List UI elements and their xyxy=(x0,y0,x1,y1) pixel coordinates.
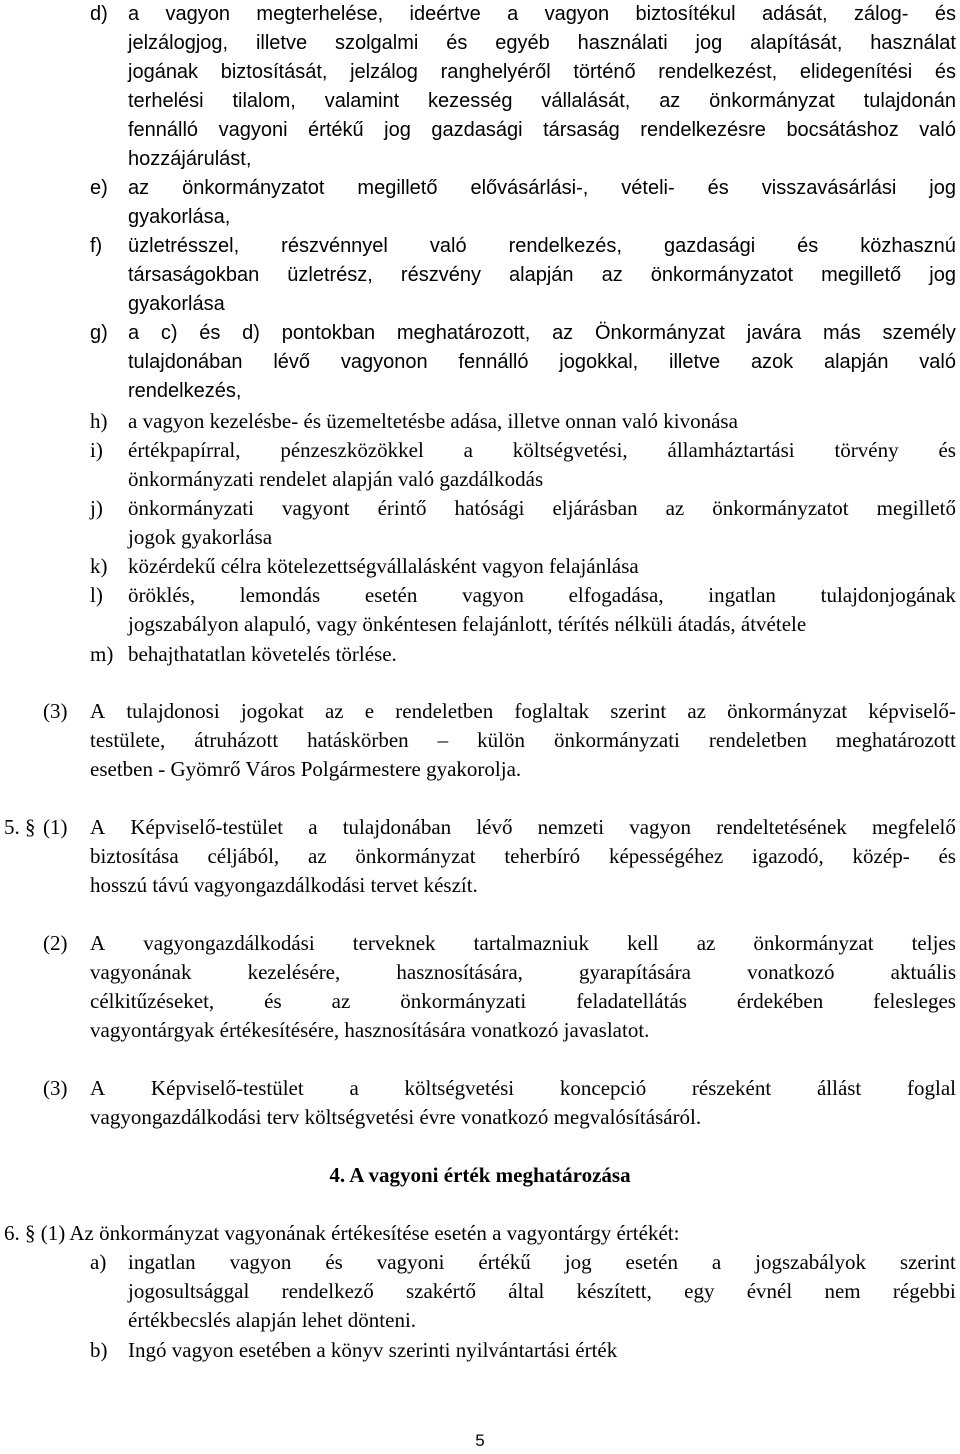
section-intro: 6. § (1) Az önkormányzat vagyonának értékesítése esetén a vagyontárgy értékét: xyxy=(4,1221,680,1245)
item-line: öröklés, lemondás esetén vagyon elfogadása, ingatlan tulajdonjogának xyxy=(128,583,956,607)
paragraph-line: testülete, átruházott hatáskörben – külön önkormányzati rendeletben meghatározott xyxy=(90,728,956,752)
item-label: g) xyxy=(90,322,108,344)
item-label: l) xyxy=(90,583,103,607)
item-line: jogosultsággal rendelkező szakértő által készített, egy évnél nem régebbi xyxy=(128,1279,956,1303)
paragraph-line: vagyongazdálkodási terv költségvetési évre vonatkozó megvalósításáról. xyxy=(90,1105,702,1129)
item-label: k) xyxy=(90,554,108,578)
item-label: h) xyxy=(90,409,108,433)
paragraph-label: (2) xyxy=(43,931,68,955)
paragraph-line: vagyonának kezelésére, hasznosítására, gyarapítására vonatkozó aktuális xyxy=(90,960,956,984)
item-line: értékbecslés alapján lehet dönteni. xyxy=(128,1308,417,1332)
item-line: behajthatatlan követelés törlése. xyxy=(128,642,397,666)
section-number: 5. § xyxy=(4,815,36,839)
item-line: jogszabályon alapuló, vagy önkéntesen felajánlott, térítés nélküli átadás, átvétele xyxy=(128,612,807,636)
item-label: j) xyxy=(90,496,103,520)
paragraph-label: (3) xyxy=(43,1076,68,1100)
item-line: tulajdonában lévő vagyonon fennálló jogokkal, illetve azok alapján való xyxy=(128,351,956,373)
item-label: e) xyxy=(90,177,108,199)
item-line: gyakorlása, xyxy=(128,206,231,228)
item-line: rendelkezés, xyxy=(128,380,242,402)
item-line: terhelési tilalom, valamint kezesség vállalását, az önkormányzat tulajdonán xyxy=(128,90,956,112)
item-label: d) xyxy=(90,3,108,25)
paragraph-line: A Képviselő-testület a költségvetési koncepció részeként állást foglal xyxy=(90,1076,956,1100)
paragraph-line: A tulajdonosi jogokat az e rendeletben foglaltak szerint az önkormányzat képviselő- xyxy=(90,699,956,723)
item-line: jelzálogjog, illetve szolgalmi és egyéb használati jog alapítását, használat xyxy=(128,32,956,54)
item-line: önkormányzati rendelet alapján való gazdálkodás xyxy=(128,467,544,491)
item-label: i) xyxy=(90,438,103,462)
item-label: b) xyxy=(90,1338,108,1362)
item-line: a c) és d) pontokban meghatározott, az Önkormányzat javára más személy xyxy=(128,322,956,344)
item-line: gyakorlása xyxy=(128,293,225,315)
item-line: a vagyon kezelésbe- és üzemeltetésbe adása, illetve onnan való kivonása xyxy=(128,409,738,433)
item-line: fennálló vagyoni értékű jog gazdasági társaság rendelkezésre bocsátáshoz való xyxy=(128,119,956,141)
paragraph-line: biztosítása céljából, az önkormányzat teherbíró képességéhez igazodó, közép- és xyxy=(90,844,956,868)
paragraph-line: A vagyongazdálkodási terveknek tartalmazniuk kell az önkormányzat teljes xyxy=(90,931,956,955)
item-line: jogának biztosítását, jelzálog ranghelyéről történő rendelkezést, elidegenítési és xyxy=(128,61,956,83)
paragraph-label: (1) xyxy=(43,815,68,839)
item-line: társaságokban üzletrész, részvény alapján az önkormányzatot megillető jog xyxy=(128,264,956,286)
page-number: 5 xyxy=(475,1431,485,1450)
item-line: üzletrésszel, részvénnyel való rendelkezés, gazdasági és közhasznú xyxy=(128,235,956,257)
item-line: Ingó vagyon esetében a könyv szerinti nyilvántartási érték xyxy=(128,1338,618,1362)
item-line: a vagyon megterhelése, ideértve a vagyon biztosítékul adását, zálog- és xyxy=(128,3,956,25)
paragraph-line: célkitűzéseket, és az önkormányzati feladatellátás érdekében felesleges xyxy=(90,989,956,1013)
paragraph-line: hosszú távú vagyongazdálkodási tervet készít. xyxy=(90,873,478,897)
paragraph-line: A Képviselő-testület a tulajdonában lévő nemzeti vagyon rendeltetésének megfelelő xyxy=(90,815,956,839)
item-line: értékpapírral, pénzeszközökkel a költségvetési, államháztartási törvény és xyxy=(128,438,956,462)
item-line: ingatlan vagyon és vagyoni értékű jog esetén a jogszabályok szerint xyxy=(128,1250,956,1274)
item-line: közérdekű célra kötelezettségvállalásként vagyon felajánlása xyxy=(128,554,639,578)
item-label: m) xyxy=(90,642,114,666)
item-label: a) xyxy=(90,1250,107,1274)
item-line: az önkormányzatot megillető elővásárlási-, vételi- és visszavásárlási jog xyxy=(128,177,956,199)
item-label: f) xyxy=(90,235,103,257)
section-heading: 4. A vagyoni érték meghatározása xyxy=(329,1163,631,1187)
item-line: önkormányzati vagyont érintő hatósági eljárásban az önkormányzatot megillető xyxy=(128,496,956,520)
paragraph-line: vagyontárgyak értékesítésére, hasznosítására vonatkozó javaslatot. xyxy=(90,1018,650,1042)
item-line: jogok gyakorlása xyxy=(128,525,273,549)
paragraph-line: esetben - Gyömrő Város Polgármestere gyakorolja. xyxy=(90,757,522,781)
paragraph-label: (3) xyxy=(43,699,68,723)
item-line: hozzájárulást, xyxy=(128,148,252,170)
